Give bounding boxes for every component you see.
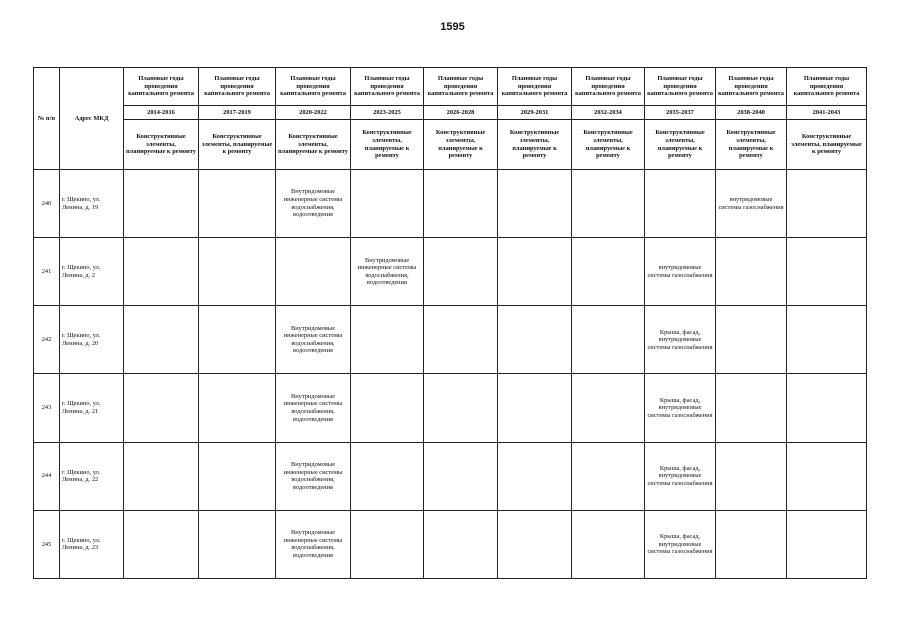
row-number: 241	[34, 238, 60, 306]
work-cell: Крыша, фасад, внутридомовые системы газоснабжения	[645, 510, 716, 578]
period-years-header: 2026-2028	[424, 106, 498, 120]
work-cell	[199, 374, 276, 442]
period-title-header: Плановые годы проведения капитального ремонта	[498, 68, 572, 106]
period-years-header: 2041-2043	[787, 106, 867, 120]
work-cell	[572, 306, 645, 374]
work-cell	[351, 442, 424, 510]
work-cell	[572, 238, 645, 306]
work-cell	[498, 306, 572, 374]
work-cell: Крыша, фасад, внутридомовые системы газоснабжения	[645, 374, 716, 442]
work-cell	[276, 238, 351, 306]
work-cell: Крыша, фасад, внутридомовые системы газоснабжения	[645, 442, 716, 510]
period-years-header: 2035-2037	[645, 106, 716, 120]
row-number: 245	[34, 510, 60, 578]
row-address: г. Щекино, ул. Ленина, д. 19	[60, 170, 124, 238]
work-cell	[424, 238, 498, 306]
work-cell: Внутридомовые инженерные системы водоснабжения, водоотведения	[276, 374, 351, 442]
work-cell	[498, 374, 572, 442]
row-address: г. Щекино, ул. Ленина, д. 2	[60, 238, 124, 306]
work-cell	[124, 510, 199, 578]
work-cell	[572, 510, 645, 578]
elements-header: Конструктивные элементы, планируемые к ремонту	[716, 120, 787, 170]
work-cell	[572, 170, 645, 238]
work-cell	[498, 170, 572, 238]
work-cell	[787, 306, 867, 374]
work-cell	[199, 170, 276, 238]
row-number: 244	[34, 442, 60, 510]
table-row	[34, 442, 867, 510]
period-title-header: Плановые годы проведения капитального ремонта	[276, 68, 351, 106]
period-title-header: Плановые годы проведения капитального ремонта	[716, 68, 787, 106]
row-number: 240	[34, 170, 60, 238]
work-cell	[124, 170, 199, 238]
work-cell	[424, 374, 498, 442]
work-cell	[498, 238, 572, 306]
period-years-header: 2020-2022	[276, 106, 351, 120]
work-cell: Внутридомовые инженерные системы водоснабжения, водоотведения	[351, 238, 424, 306]
work-cell	[124, 306, 199, 374]
elements-header: Конструктивные элементы, планируемые к ремонту	[572, 120, 645, 170]
work-cell	[498, 442, 572, 510]
elements-header: Конструктивные элементы, планируемые к ремонту	[787, 120, 867, 170]
period-title-header: Плановые годы проведения капитального ремонта	[351, 68, 424, 106]
work-cell	[351, 170, 424, 238]
period-years-header: 2029-2031	[498, 106, 572, 120]
work-cell	[787, 442, 867, 510]
row-number: 243	[34, 374, 60, 442]
elements-header: Конструктивные элементы, планируемые к ремонту	[351, 120, 424, 170]
period-title-header: Плановые годы проведения капитального ремонта	[645, 68, 716, 106]
work-cell	[787, 374, 867, 442]
work-cell	[199, 238, 276, 306]
elements-header: Конструктивные элементы, планируемые к ремонту	[645, 120, 716, 170]
work-cell	[716, 374, 787, 442]
row-address: г. Щекино, ул. Ленина, д. 21	[60, 374, 124, 442]
work-cell	[716, 306, 787, 374]
work-cell	[124, 238, 199, 306]
table-row	[34, 306, 867, 374]
work-cell	[124, 374, 199, 442]
work-cell	[424, 442, 498, 510]
work-cell	[351, 306, 424, 374]
work-cell	[424, 170, 498, 238]
work-cell: Внутридомовые инженерные системы водоснабжения, водоотведения	[276, 510, 351, 578]
work-cell	[787, 510, 867, 578]
page-number: 1595	[440, 21, 465, 33]
work-cell	[424, 510, 498, 578]
period-years-header: 2014-2016	[124, 106, 199, 120]
row-address: г. Щекино, ул. Ленина, д. 20	[60, 306, 124, 374]
elements-header: Конструктивные элементы, планируемые к ремонту	[199, 120, 276, 170]
work-cell	[572, 374, 645, 442]
work-cell	[351, 374, 424, 442]
work-cell	[716, 510, 787, 578]
table-row	[34, 374, 867, 442]
table-row	[34, 170, 867, 238]
work-cell	[124, 442, 199, 510]
work-cell	[572, 442, 645, 510]
period-title-header: Плановые годы проведения капитального ремонта	[572, 68, 645, 106]
elements-header: Конструктивные элементы, планируемые к ремонту	[424, 120, 498, 170]
capital-repair-schedule-table	[33, 67, 867, 579]
work-cell	[424, 306, 498, 374]
work-cell: Крыша, фасад, внутридомовые системы газоснабжения	[645, 306, 716, 374]
row-address: г. Щекино, ул. Ленина, д. 23	[60, 510, 124, 578]
period-years-header: 2038-2040	[716, 106, 787, 120]
period-years-header: 2017-2019	[199, 106, 276, 120]
work-cell: Внутридомовые инженерные системы водоснабжения, водоотведения	[276, 306, 351, 374]
work-cell: внутридомовые системы газоснабжения	[716, 170, 787, 238]
work-cell: Внутридомовые инженерные системы водоснабжения, водоотведения	[276, 442, 351, 510]
period-years-header: 2023-2025	[351, 106, 424, 120]
period-title-header: Плановые годы проведения капитального ремонта	[124, 68, 199, 106]
period-title-header: Плановые годы проведения капитального ремонта	[199, 68, 276, 106]
work-cell	[645, 170, 716, 238]
work-cell	[199, 306, 276, 374]
work-cell	[787, 170, 867, 238]
column-header-address: Адрес МКД	[60, 68, 124, 170]
period-years-header: 2032-2034	[572, 106, 645, 120]
work-cell	[199, 442, 276, 510]
elements-header: Конструктивные элементы, планируемые к ремонту	[498, 120, 572, 170]
work-cell	[716, 442, 787, 510]
work-cell	[498, 510, 572, 578]
row-address: г. Щекино, ул. Ленина, д. 22	[60, 442, 124, 510]
work-cell: внутридомовые системы газоснабжения	[645, 238, 716, 306]
elements-header: Конструктивные элементы, планируемые к ремонту	[276, 120, 351, 170]
work-cell	[787, 238, 867, 306]
period-title-header: Плановые годы проведения капитального ремонта	[424, 68, 498, 106]
column-header-number: № п/п	[34, 68, 60, 170]
work-cell	[351, 510, 424, 578]
table-row	[34, 238, 867, 306]
row-number: 242	[34, 306, 60, 374]
period-title-header: Плановые годы проведения капитального ремонта	[787, 68, 867, 106]
elements-header: Конструктивные элементы, планируемые к ремонту	[124, 120, 199, 170]
work-cell	[716, 238, 787, 306]
work-cell	[199, 510, 276, 578]
table-row	[34, 510, 867, 578]
work-cell: Внутридомовые инженерные системы водоснабжения, водоотведения	[276, 170, 351, 238]
